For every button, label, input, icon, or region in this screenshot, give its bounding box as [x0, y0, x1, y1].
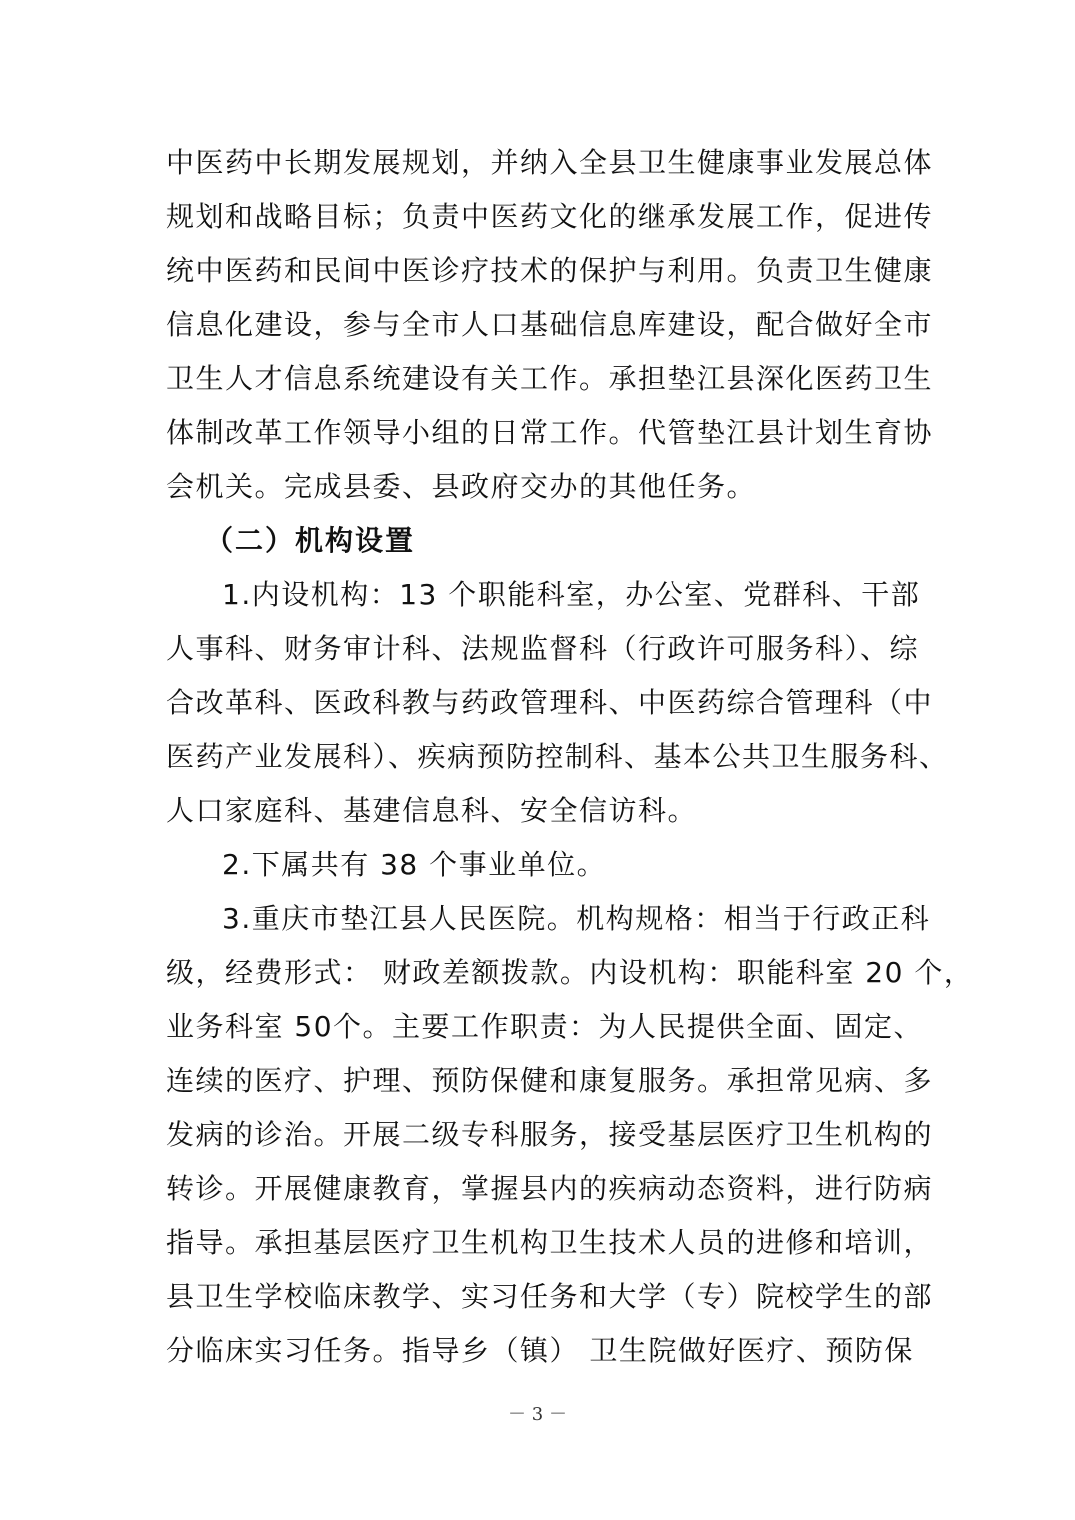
- text-line: 中医药中长期发展规划，并纳入全县卫生健康事业发展总体: [166, 146, 934, 179]
- paragraph-subordinate-units: 2.下属共有 38 个事业单位。: [222, 848, 607, 881]
- text-line: 会机关。完成县委、县政府交办的其他任务。: [166, 470, 757, 503]
- text-line: 级，经费形式： 财政差额拨款。内设机构：职能科室 20 个，: [166, 956, 974, 989]
- text-line: 人口家庭科、基建信息科、安全信访科。: [166, 794, 698, 827]
- text-line: 业务科室 50个。主要工作职责：为人民提供全面、固定、: [166, 1010, 924, 1043]
- text-line: 1.内设机构：13 个职能科室，办公室、党群科、干部: [222, 578, 921, 611]
- page-number: － 3 －: [508, 1404, 567, 1425]
- text-line: 发病的诊治。开展二级专科服务，接受基层医疗卫生机构的: [166, 1118, 934, 1151]
- text-line: 县卫生学校临床教学、实习任务和大学（专）院校学生的部: [166, 1280, 934, 1313]
- text-line: 体制改革工作领导小组的日常工作。代管垫江县计划生育协: [166, 416, 934, 449]
- text-line: 合改革科、医政科教与药政管理科、中医药综合管理科（中: [166, 686, 934, 719]
- text-line: 人事科、财务审计科、法规监督科（行政许可服务科）、综: [166, 632, 920, 665]
- text-line: 分临床实习任务。指导乡（镇） 卫生院做好医疗、预防保: [166, 1334, 914, 1367]
- text-line: 连续的医疗、护理、预防保健和康复服务。承担常见病、多: [166, 1064, 934, 1097]
- text-line: 医药产业发展科）、疾病预防控制科、基本公共卫生服务科、: [166, 740, 949, 773]
- text-line: 统中医药和民间中医诊疗技术的保护与利用。负责卫生健康: [166, 254, 934, 287]
- text-line: 规划和战略目标；负责中医药文化的继承发展工作，促进传: [166, 200, 934, 233]
- text-line: 指导。承担基层医疗卫生机构卫生技术人员的进修和培训，: [166, 1226, 934, 1259]
- text-line: 信息化建设，参与全市人口基础信息库建设，配合做好全市: [166, 308, 934, 341]
- section-heading: （二）机构设置: [205, 524, 416, 557]
- text-line: 3.重庆市垫江县人民医院。机构规格：相当于行政正科: [222, 902, 931, 935]
- text-line: 转诊。开展健康教育，掌握县内的疾病动态资料，进行防病: [166, 1172, 934, 1205]
- text-line: 卫生人才信息系统建设有关工作。承担垫江县深化医药卫生: [166, 362, 934, 395]
